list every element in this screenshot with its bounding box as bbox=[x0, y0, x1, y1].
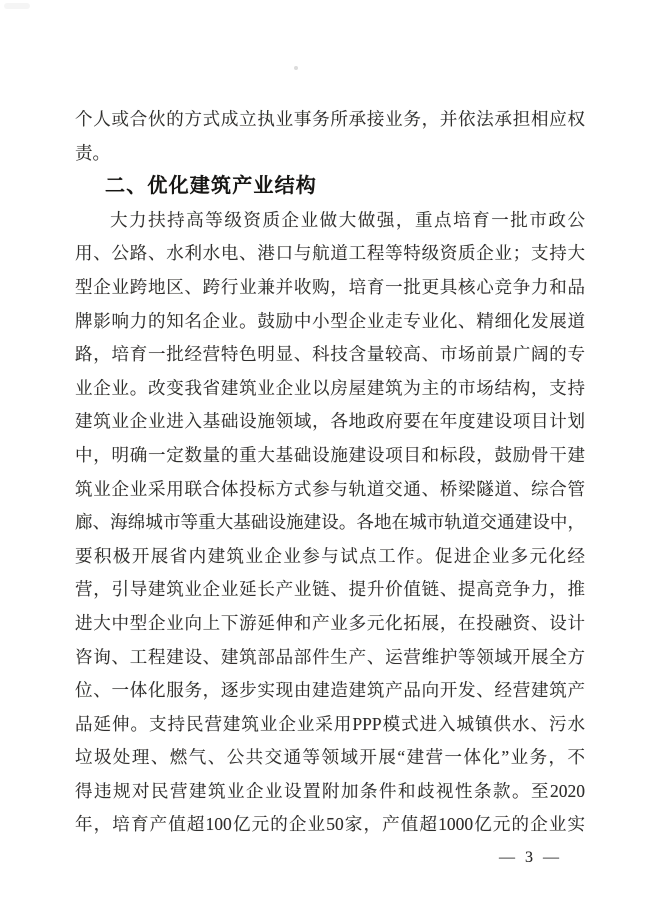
text-line: 筑业企业采用联合体投标方式参与轨道交通、桥梁隧道、综合管 bbox=[75, 478, 585, 499]
text-line: 中，明确一定数量的重大基础设施建设项目和标段，鼓励骨干建 bbox=[75, 444, 585, 465]
body-paragraph bbox=[75, 204, 585, 842]
continuation-paragraph bbox=[75, 103, 585, 170]
text-block bbox=[75, 103, 585, 842]
text-line: 咨询、工程建设、建筑部品部件生产、运营维护等领域开展全方 bbox=[75, 646, 585, 667]
scan-smudge bbox=[4, 3, 30, 9]
text-line: 用、公路、水利水电、港口与航道工程等特级资质企业；支持大 bbox=[75, 243, 585, 264]
text-line: 路，培育一批经营特色明显、科技含量较高、市场前景广阔的专 bbox=[75, 344, 585, 365]
text-line: 建筑业企业进入基础设施领域，各地政府要在年度建设项目计划 bbox=[75, 411, 585, 432]
text-line: 年，培育产值超100亿元的企业50家，产值超1000亿元的企业实 bbox=[75, 814, 585, 835]
text-line: 进大中型企业向上下游延伸和产业多元化拓展，在投融资、设计 bbox=[75, 612, 585, 633]
text-line: 垃圾处理、燃气、公共交通等领域开展“建营一体化”业务，不 bbox=[75, 747, 585, 768]
text-line: 要积极开展省内建筑业企业参与试点工作。促进企业多元化经 bbox=[75, 545, 585, 566]
text-line: 品延伸。支持民营建筑业企业采用PPP模式进入城镇供水、污水 bbox=[75, 713, 585, 734]
text-line: 责。 bbox=[75, 142, 110, 163]
text-line: 牌影响力的知名企业。鼓励中小型企业走专业化、精细化发展道 bbox=[75, 310, 585, 331]
text-line: 位、一体化服务，逐步实现由建造建筑产品向开发、经营建筑产 bbox=[75, 680, 585, 701]
scan-speck bbox=[294, 66, 298, 70]
text-line: 得违规对民营建筑业企业设置附加条件和歧视性条款。至2020 bbox=[75, 780, 585, 801]
text-line: 营，引导建筑业企业延长产业链、提升价值链、提高竞争力，推 bbox=[75, 579, 585, 600]
text-line: 大力扶持高等级资质企业做大做强，重点培育一批市政公 bbox=[110, 209, 585, 230]
text-line: 廊、海绵城市等重大基础设施建设。各地在城市轨道交通建设中， bbox=[75, 512, 585, 533]
section-heading: 二、优化建筑产业结构 bbox=[105, 175, 317, 198]
text-line: 型企业跨地区、跨行业兼并收购，培育一批更具核心竞争力和品 bbox=[75, 276, 585, 297]
page-number: — 3 — bbox=[499, 849, 562, 866]
text-line: 个人或合伙的方式成立执业事务所承接业务，并依法承担相应权 bbox=[75, 109, 585, 129]
text-line: 业企业。改变我省建筑业企业以房屋建筑为主的市场结构，支持 bbox=[75, 377, 585, 398]
